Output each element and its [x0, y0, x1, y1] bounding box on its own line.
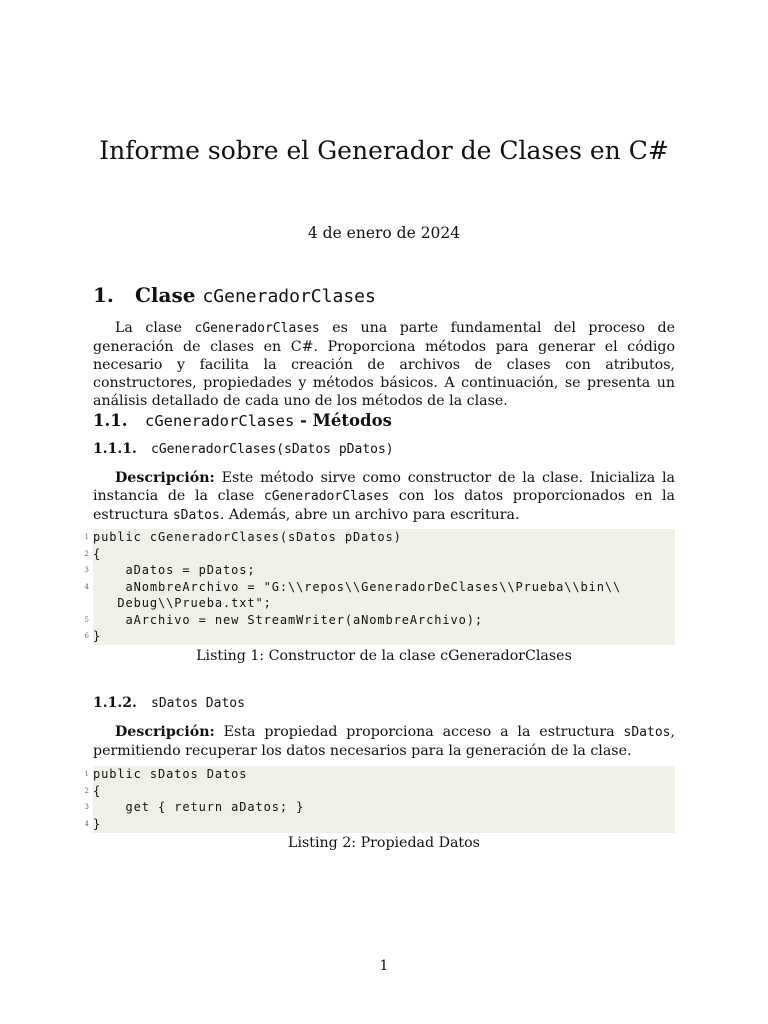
- code-line: 2 {: [84, 783, 102, 798]
- document-title: Informe sobre el Generador de Clases en C#: [99, 136, 669, 165]
- subsection-number: 1.1.: [93, 411, 128, 430]
- section-code: cGeneradorClases: [202, 286, 376, 307]
- code-line: 2 {: [84, 546, 102, 561]
- subsection-heading: [93, 411, 392, 430]
- datos-description: Descripción: Esta propiedad proporciona acceso a la estructura sDatos, permitiendo recuperar los datos necesarios para la generación de la clase.: [93, 724, 675, 759]
- subsubsection-heading-constructor: 1.1.1. cGeneradorClases(sDatos pDatos): [93, 441, 394, 457]
- section-label: Clase: [135, 283, 196, 307]
- listing-caption-1: Listing 1: Constructor de la clase cGeneradorClases: [196, 648, 572, 664]
- code-line: 4 aNombreArchivo = "G:\\repos\\GeneradorDeClases\\Prueba\\bin\\: [84, 579, 622, 594]
- subsubsection-heading-datos: 1.1.2. sDatos Datos: [93, 695, 245, 711]
- section-number: 1.: [93, 283, 114, 307]
- code-line: 1 public cGeneradorClases(sDatos pDatos): [84, 530, 402, 544]
- subsection-label: - Métodos: [294, 411, 392, 430]
- code-line: 1 public sDatos Datos: [84, 767, 248, 781]
- constructor-description: Descripción: Este método sirve como constructor de la clase. Inicializa la instancia de la clase cGeneradorClases con los datos proporcionados en la estructura sDatos. Además, abre un archivo para escritura.: [93, 470, 676, 523]
- document-date: 4 de enero de 2024: [307, 224, 461, 242]
- code-line: 5 aArchivo = new StreamWriter(aNombreArchivo);: [84, 612, 483, 627]
- section-heading: [93, 283, 376, 307]
- code-listing-constructor: [84, 529, 675, 645]
- section-intro-paragraph: La clase cGeneradorClases es una parte fundamental del proceso de generación de clases en C#. Proporciona métodos para generar el código necesario y facilita la creación de archivos de clases con atributos, constructores, propiedades y métodos básicos. A continuación, se presenta un análisis detallado de cada uno de los métodos de la clase.: [93, 320, 675, 409]
- listing-caption-2: Listing 2: Propiedad Datos: [288, 835, 480, 851]
- subsection-code: cGeneradorClases: [145, 412, 295, 430]
- code-listing-datos: [84, 766, 675, 833]
- code-line: 4 }: [84, 816, 102, 831]
- code-line: 3 get { return aDatos; }: [84, 800, 305, 814]
- page-number: 1: [379, 958, 389, 974]
- code-line: 6 }: [84, 629, 102, 643]
- code-line: 3 aDatos = pDatos;: [84, 563, 256, 577]
- code-line: Debug\\Prueba.txt";: [93, 596, 272, 610]
